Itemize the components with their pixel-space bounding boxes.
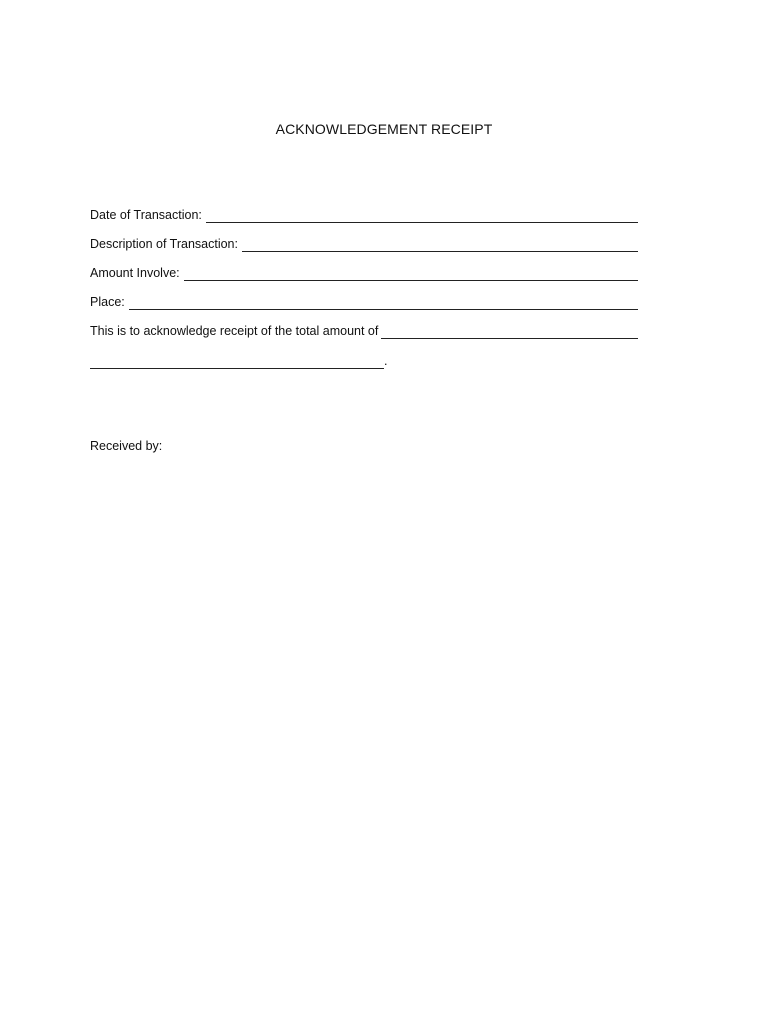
document-title: ACKNOWLEDGEMENT RECEIPT	[275, 121, 493, 137]
description-of-transaction-row	[90, 233, 638, 253]
acknowledgement-text: This is to acknowledge receipt of the total amount of	[90, 324, 379, 338]
date-of-transaction-blank	[206, 208, 638, 223]
date-of-transaction-label: Date of Transaction:	[90, 208, 202, 222]
acknowledgement-row	[90, 320, 638, 340]
amount-involve-row	[90, 262, 638, 282]
amount-involve-blank	[184, 266, 638, 281]
description-of-transaction-label: Description of Transaction:	[90, 237, 238, 251]
description-of-transaction-blank	[242, 237, 638, 252]
acknowledgement-amount-blank	[381, 324, 638, 339]
amount-involve-label: Amount Involve:	[90, 266, 180, 280]
received-by-label: Received by:	[90, 439, 163, 453]
place-row	[90, 291, 638, 311]
acknowledgement-period: .	[384, 354, 388, 368]
place-blank	[129, 295, 638, 310]
date-of-transaction-row	[90, 204, 638, 224]
acknowledgement-continuation-row	[90, 350, 387, 370]
acknowledgement-continuation-blank	[90, 354, 384, 369]
place-label: Place:	[90, 295, 125, 309]
